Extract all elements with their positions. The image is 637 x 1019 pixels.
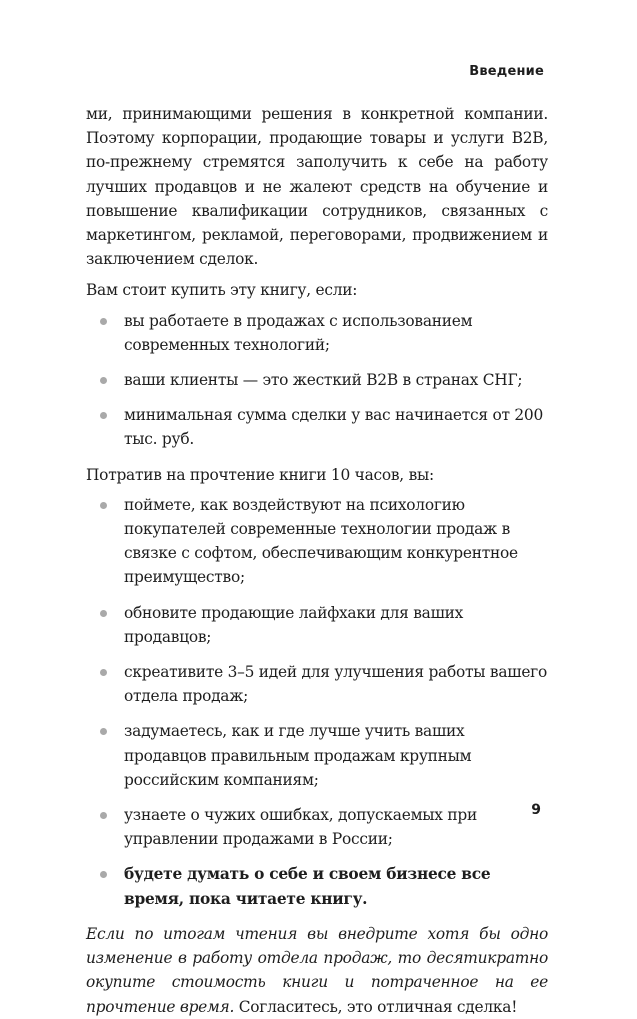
list-item <box>86 403 548 451</box>
intro-paragraph: ми, принимающими решения в конкретной компании. Поэтому корпорации, продающие товары и услуги B2B, по-прежнему стремятся заполучить к себе на работу лучших продавцов и не жалеют средств на обучение и повышение квалификации сотрудников, связанных с маркетингом, рекламой, переговорами, продвижением и заключением сделок. <box>86 105 548 269</box>
list-item <box>86 660 548 708</box>
closing-paragraph <box>86 922 548 1019</box>
list-item-text: обновите продающие лайфхаки для ваших продавцов; <box>124 603 464 646</box>
bullet-icon <box>100 318 107 325</box>
buy-if-lead: Вам стоит купить эту книгу, если: <box>86 281 358 300</box>
running-header-title: Введение <box>469 64 544 79</box>
bullet-icon <box>100 728 107 735</box>
list-item <box>86 493 548 590</box>
list-item-text: минимальная сумма сделки у вас начинается от 200 тыс. руб. <box>124 406 544 449</box>
bullet-icon <box>100 377 107 384</box>
list-item-text: ваши клиенты — это жесткий B2B в странах СНГ; <box>124 371 523 390</box>
list-item-text: задумаетесь, как и где лучше учить ваших продавцов правильным продажам крупным российским компаниям; <box>124 722 472 789</box>
list-item-text: узнаете о чужих ошибках, допускаемых при управлении продажами в России; <box>124 806 477 849</box>
list-item-text: будете думать о себе и своем бизнесе все время, пока читаете книгу. <box>124 865 491 908</box>
list-item <box>86 368 548 392</box>
after-reading-lead: Потратив на прочтение книги 10 часов, вы: <box>86 465 434 484</box>
list-item-bold <box>86 862 548 910</box>
page-number: 9 <box>531 802 541 818</box>
after-reading-list <box>86 493 548 911</box>
bullet-icon <box>100 669 107 676</box>
bullet-icon <box>100 412 107 419</box>
list-item <box>86 601 548 649</box>
list-item-text: скреативите 3–5 идей для улучшения работы вашего отдела продаж; <box>124 663 548 706</box>
closing-italic-text: Если по итогам чтения вы внедрите хотя бы одно изменение в работу отдела продаж, то десятикратно окупите стоимость книги и потраченное на ее прочтение время. <box>86 924 548 1016</box>
bullet-icon <box>100 502 107 509</box>
bullet-icon <box>100 610 107 617</box>
list-item <box>86 803 548 851</box>
list-item-text: вы работаете в продажах с использованием современных технологий; <box>124 311 473 354</box>
list-item-text: поймете, как воздействуют на психологию покупателей современные технологии продаж в связке с софтом, обеспечивающим конкурентное преимущество; <box>124 495 518 587</box>
bullet-icon <box>100 871 107 878</box>
list-item <box>86 719 548 792</box>
list-item <box>86 309 548 357</box>
bullet-icon <box>100 812 107 819</box>
closing-regular-text: Согласитесь, это отличная сделка! <box>234 997 518 1016</box>
page-body <box>86 102 548 1019</box>
buy-if-list <box>86 309 548 452</box>
